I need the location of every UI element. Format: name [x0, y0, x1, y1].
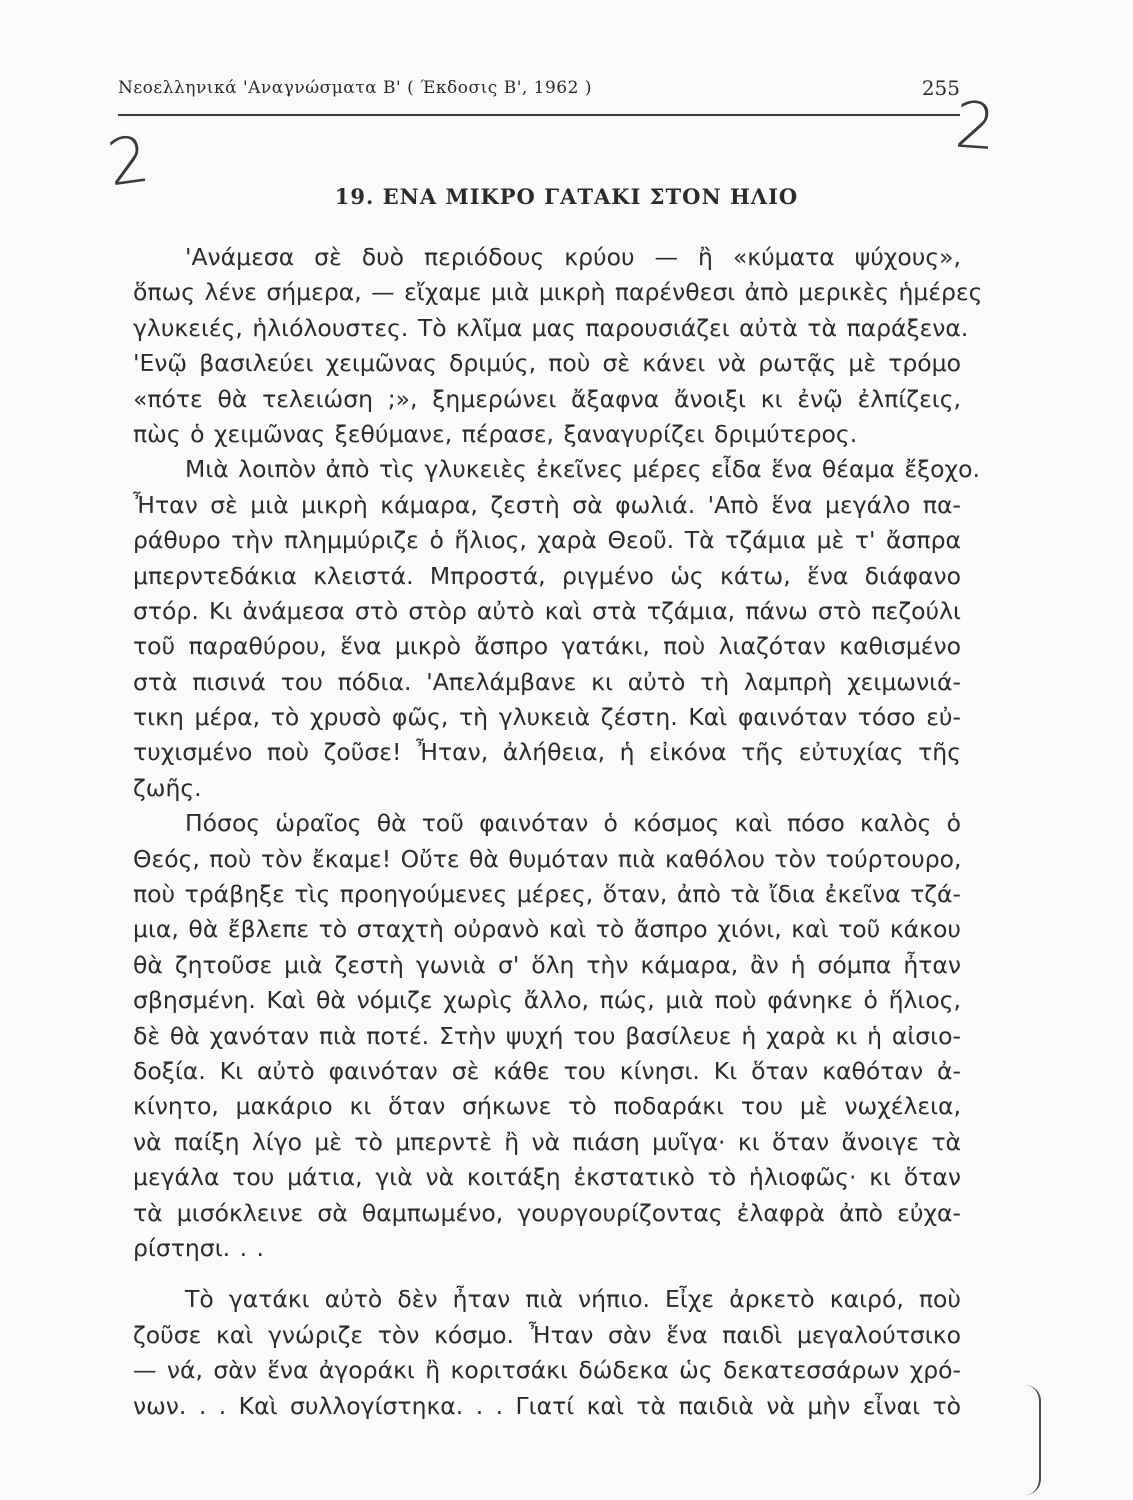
page-number: 255 — [921, 76, 960, 100]
text-line: ζωῆς. — [133, 773, 202, 802]
margin-pencil-stroke — [1025, 1385, 1041, 1495]
text-line: Πόσος ὡραῖος θὰ τοῦ φαινόταν ὁ κόσμος καὶ πόσο καλὸς ὁ — [185, 809, 961, 838]
text-line: ράθυρο τὴν πλημμύριζε ὁ ἥλιος, χαρὰ Θεοῦ. Τὰ τζάμια μὲ τ' ἄσπρα — [133, 526, 961, 555]
text-line: 'Ανάμεσα σὲ δυὸ περιόδους κρύου — ἢ «κύματα ψύχους», — [185, 243, 961, 271]
text-line: δοξία. Κι αὐτὸ φαινόταν σὲ κάθε του κίνησι. Κι ὅταν καθόταν ἀ- — [133, 1056, 961, 1085]
text-line: ποὺ τράβηξε τὶς προηγούμενες μέρες, ὅταν, ἀπὸ τὰ ἴδια ἐκεῖνα τζά- — [133, 880, 961, 909]
text-line: πὼς ὁ χειμῶνας ξεθύμανε, πέρασε, ξαναγυρίζει δριμύτερος. — [133, 419, 858, 448]
text-line: γλυκειές, ἡλιόλουστες. Τὸ κλῖμα μας παρουσιάζει αὐτὰ τὰ παράξενα. — [133, 313, 969, 342]
handwritten-mark-right: 2 — [952, 88, 999, 166]
text-line: μεγάλα του μάτια, γιὰ νὰ κοιτάξη ἐκστατικὸ τὸ ἡλιοφῶς· κι ὅταν — [133, 1163, 961, 1192]
text-line: μπερντεδάκια κλειστά. Μπροστά, ριγμένο ὡς κάτω, ἕνα διάφανο — [133, 561, 961, 590]
text-line: Ἦταν σὲ μιὰ μικρὴ κάμαρα, ζεστὴ σὰ φωλιά. 'Απὸ ἕνα μεγάλο πα- — [133, 490, 961, 519]
text-line: μια, θὰ ἔβλεπε τὸ σταχτὴ οὐρανὸ καὶ τὸ ἄσπρο χιόνι, καὶ τοῦ κάκου — [133, 915, 961, 944]
text-line: — νά, σὰν ἕνα ἀγοράκι ἢ κοριτσάκι δώδεκα ὡς δεκατεσσάρων χρό- — [133, 1356, 961, 1385]
text-line: στόρ. Κι ἀνάμεσα στὸ στὸρ αὐτὸ καὶ στὰ τζάμια, πάνω στὸ πεζούλι — [133, 596, 961, 625]
text-line: τυχισμένο ποὺ ζοῦσε! Ἦταν, ἀλήθεια, ἡ εἰκόνα τῆς εὐτυχίας τῆς — [133, 738, 961, 767]
text-line: κίνητο, μακάριο κι ὅταν σήκωνε τὸ ποδαράκι του μὲ νωχέλεια, — [133, 1092, 961, 1121]
page-header — [118, 78, 960, 116]
text-line: δὲ θὰ χανόταν πιὰ ποτέ. Στὴν ψυχή του βασίλευε ἡ χαρὰ κι ἡ αἰσιο- — [133, 1021, 961, 1050]
text-line: τικη μέρα, τὸ χρυσὸ φῶς, τὴ γλυκειὰ ζέστη. Καὶ φαινόταν τόσο εὐ- — [133, 703, 961, 732]
text-line: νὰ παίξη λίγο μὲ τὸ μπερντὲ ἢ νὰ πιάση μυῖγα· κι ὅταν ἄνοιγε τὰ — [133, 1127, 961, 1156]
chapter-title: 19. ΕΝΑ ΜΙΚΡΟ ΓΑΤΑΚΙ ΣΤΟΝ ΗΛΙΟ — [334, 184, 799, 209]
handwritten-mark-left: 2 — [103, 122, 154, 202]
text-line: ὅπως λένε σήμερα, — εἴχαμε μιὰ μικρὴ παρένθεσι ἀπὸ μερικὲς ἡμέρες — [133, 278, 983, 307]
text-line: τοῦ παραθύρου, ἕνα μικρὸ ἄσπρο γατάκι, ποὺ λιαζόταν καθισμένο — [133, 632, 961, 661]
text-line: σβησμένη. Καὶ θὰ νόμιζε χωρὶς ἄλλο, πώς, μιὰ ποὺ φάνηκε ὁ ἥλιος, — [133, 986, 961, 1015]
text-line: ζοῦσε καὶ γνώριζε τὸν κόσμο. Ἦταν σὰν ἕνα παιδὶ μεγαλούτσικο — [133, 1320, 961, 1349]
text-line: Τὸ γατάκι αὐτὸ δὲν ἦταν πιὰ νήπιο. Εἶχε ἀρκετὸ καιρό, ποὺ — [185, 1285, 961, 1314]
text-line: «πότε θὰ τελειώση ;», ξημερώνει ἄξαφνα ἄνοιξι κι ἐνῷ ἐλπίζεις, — [133, 384, 961, 413]
text-line: θὰ ζητοῦσε μιὰ ζεστὴ γωνιὰ σ' ὅλη τὴν κάμαρα, ἂν ἡ σόμπα ἦταν — [133, 950, 961, 979]
text-line: ρίστησι. . . — [133, 1233, 265, 1262]
book-title: Νεοελληνικά 'Αναγνώσματα Β' ( Έκδοσις Β', 1962 ) — [118, 78, 592, 98]
text-line: Θεός, ποὺ τὸν ἔκαμε! Οὔτε θὰ θυμόταν πιὰ καθόλου τὸν τούρτουρο, — [133, 844, 962, 873]
text-line: 'Ενῷ βασιλεύει χειμῶνας δριμύς, ποὺ σὲ κάνει νὰ ρωτᾷς μὲ τρόμο — [133, 349, 961, 378]
text-line: τὰ μισόκλεινε σὰ θαμπωμένο, γουργουρίζοντας ἐλαφρὰ ἀπὸ εὐχα- — [133, 1198, 961, 1227]
text-line: στὰ πισινά του πόδια. 'Απελάμβανε κι αὐτὸ τὴ λαμπρὴ χειμωνιά- — [133, 667, 961, 696]
text-line: νων. . . Καὶ συλλογίστηκα. . . Γιατί καὶ τὰ παιδιὰ νὰ μὴν εἶναι τὸ — [133, 1391, 961, 1420]
body-text — [133, 240, 983, 1424]
text-line: Μιὰ λοιπὸν ἀπὸ τὶς γλυκειὲς ἐκεῖνες μέρες εἶδα ἕνα θέαμα ἔξοχο. — [185, 455, 980, 484]
